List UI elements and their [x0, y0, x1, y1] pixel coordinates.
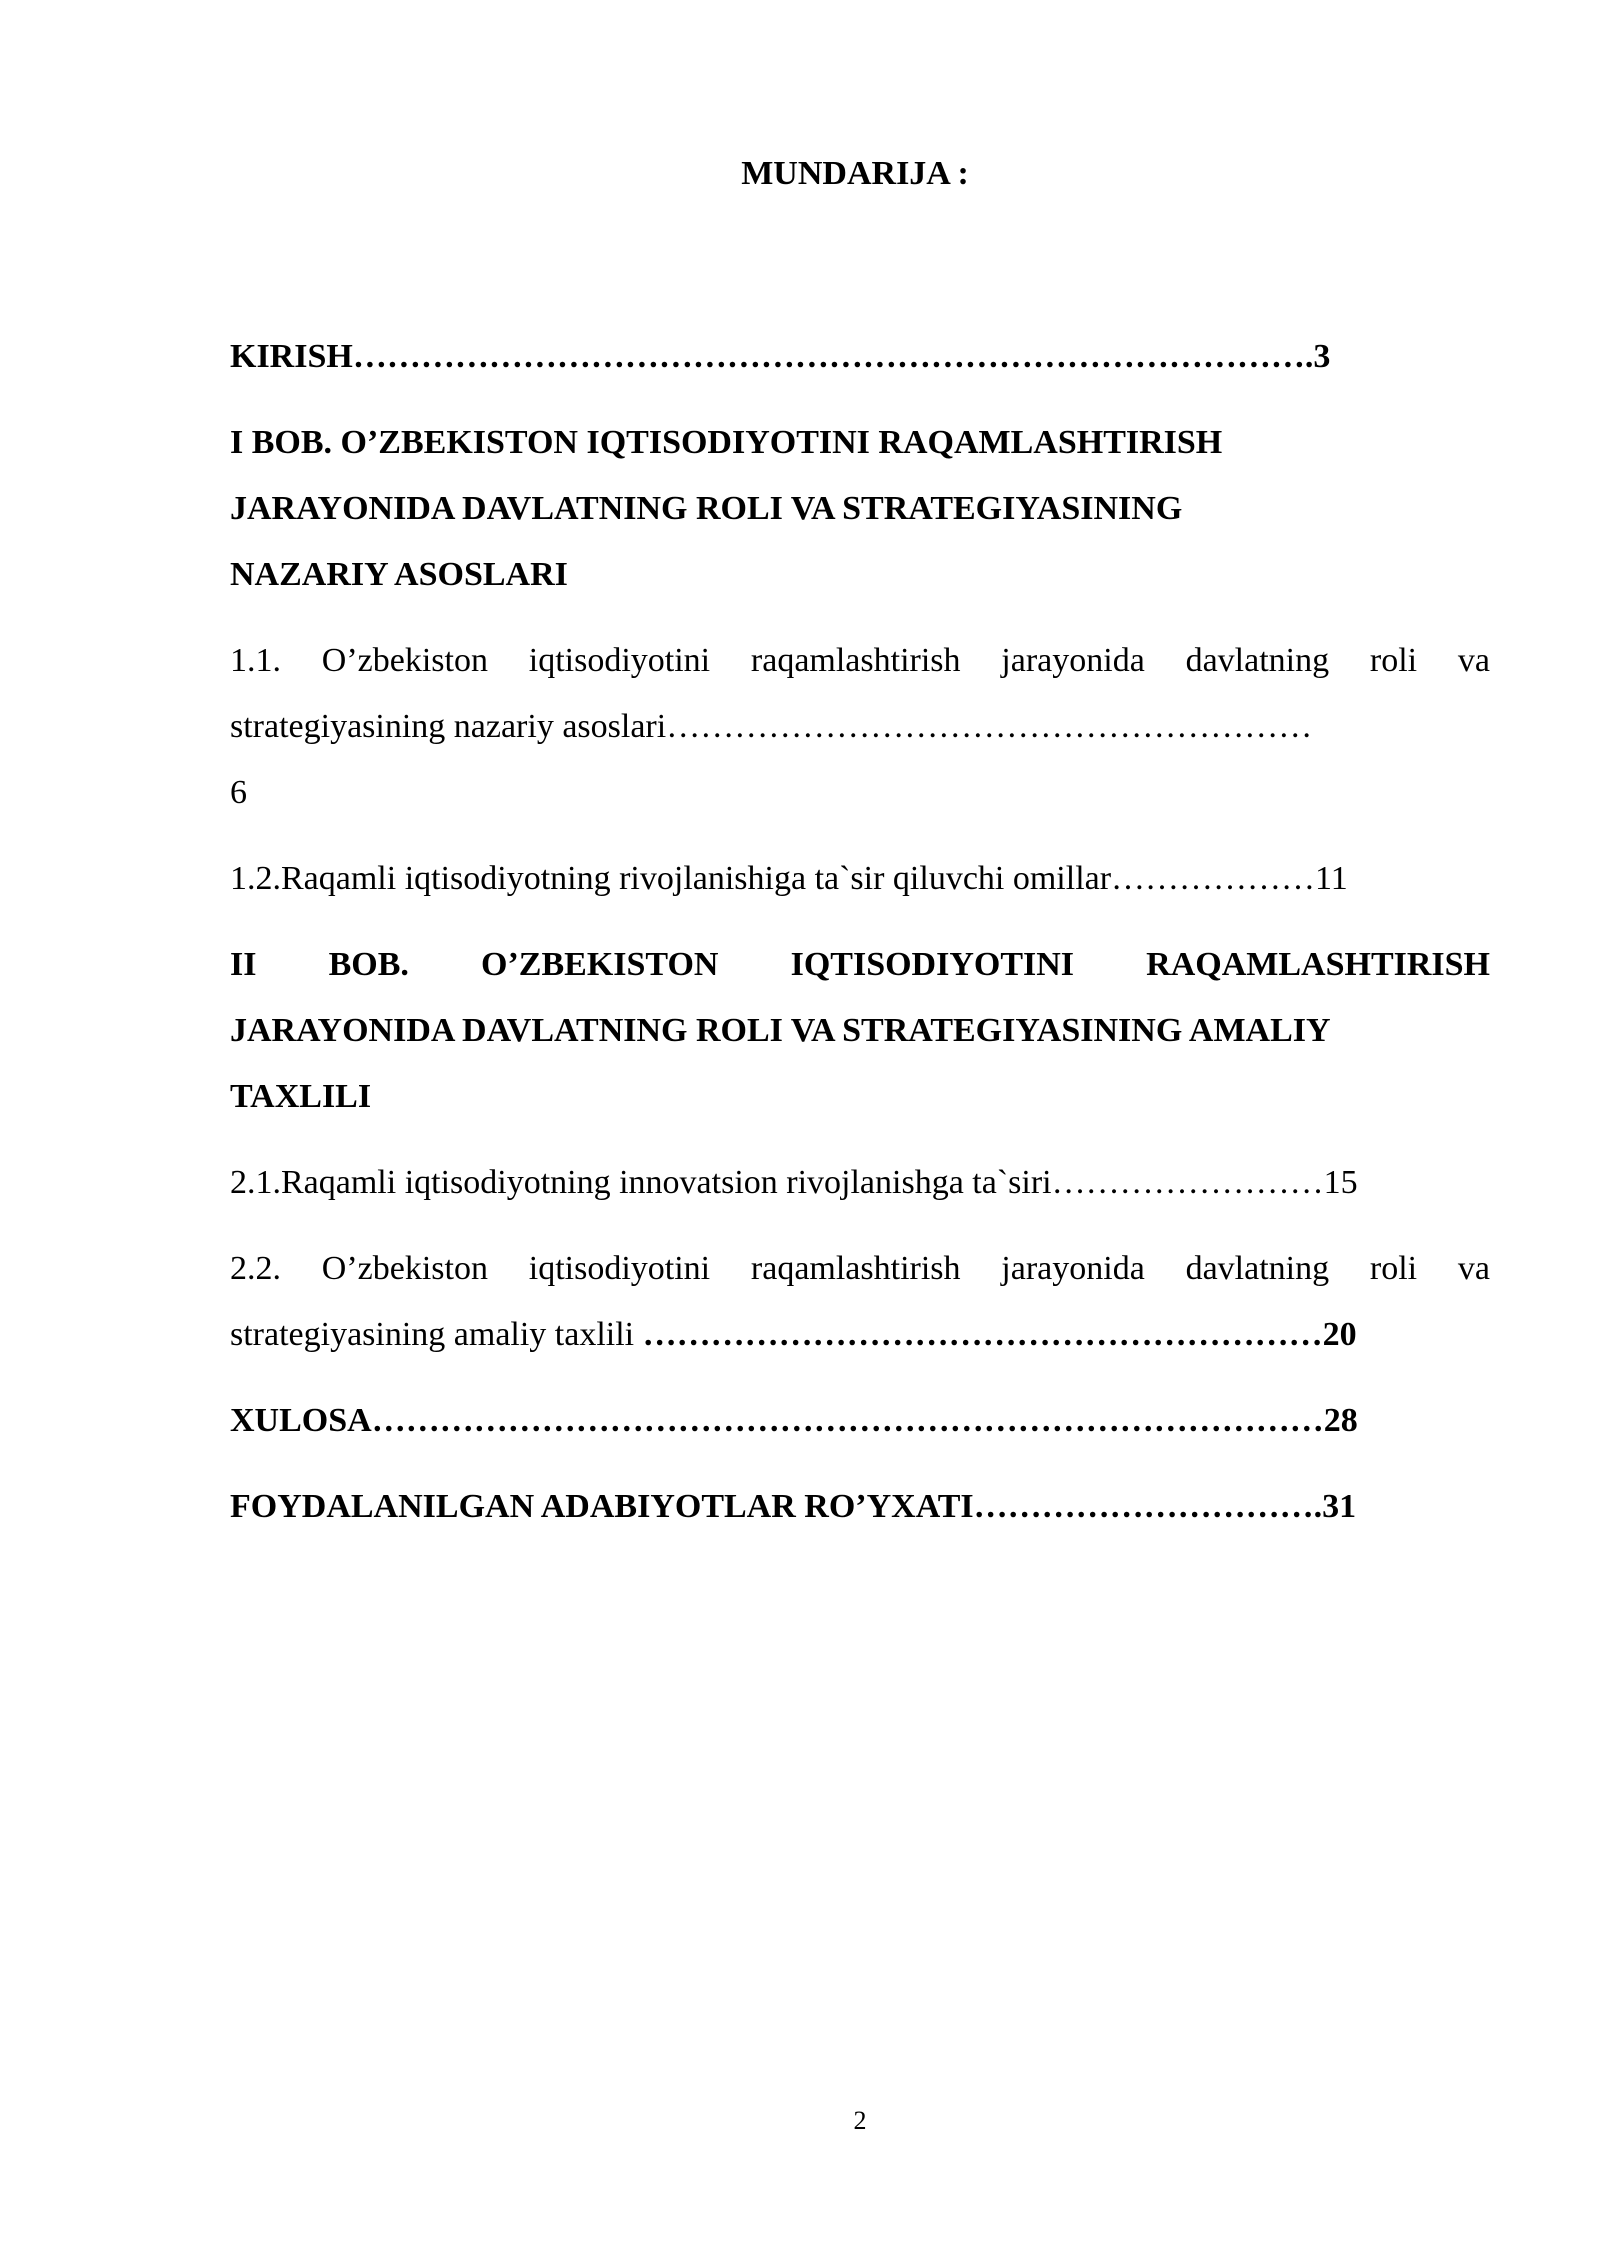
chapter-2-title-line-3: TAXLILI: [230, 1078, 372, 1115]
section-2-2-line-2-text: strategiyasining amaliy taxlili: [230, 1316, 643, 1353]
toc-entry-chapter-1[interactable]: [230, 410, 1490, 608]
toc-entry-section-1-1[interactable]: [230, 628, 1490, 826]
toc-entry-section-2-1[interactable]: 2.1.Raqamli iqtisodiyotning innovatsion rivojlanishga ta`siri……………………15: [230, 1164, 1358, 1201]
toc-entry-section-2-2[interactable]: [230, 1236, 1490, 1368]
section-1-1-page: 6: [230, 774, 247, 811]
toc-entry-kirish[interactable]: KIRISH………………………………………………………………………….3: [230, 338, 1331, 375]
chapter-1-title-line-2: JARAYONIDA DAVLATNING ROLI VA STRATEGIYASINING: [230, 490, 1183, 527]
section-1-1-line-2: strategiyasining nazariy asoslari…………………………………………………: [230, 708, 1313, 745]
section-1-1-line-1: 1.1. O’zbekiston iqtisodiyotini raqamlashtirish jarayonida davlatning roli va: [230, 642, 1490, 679]
page-title: MUNDARIJA :: [741, 155, 969, 192]
toc-entry-chapter-2[interactable]: [230, 932, 1490, 1130]
chapter-1-title-line-1: I BOB. O’ZBEKISTON IQTISODIYOTINI RAQAMLASHTIRISH: [230, 424, 1223, 461]
page-number: 2: [853, 2106, 867, 2135]
chapter-1-title-line-3: NAZARIY ASOSLARI: [230, 556, 568, 593]
chapter-2-title-line-2: JARAYONIDA DAVLATNING ROLI VA STRATEGIYASINING AMALIY: [230, 1012, 1331, 1049]
section-2-2-line-2: [230, 1302, 1490, 1368]
chapter-2-title-line-1: II BOB. O’ZBEKISTON IQTISODIYOTINI RAQAMLASHTIRISH: [230, 946, 1490, 983]
section-2-2-leader-and-page: ……………………………………………………20: [642, 1316, 1357, 1353]
section-2-2-line-1: 2.2. O’zbekiston iqtisodiyotini raqamlashtirish jarayonida davlatning roli va: [230, 1250, 1490, 1287]
toc-entry-adabiyotlar[interactable]: FOYDALANILGAN ADABIYOTLAR RO’YXATI………………………….31: [230, 1488, 1357, 1525]
toc-entry-section-1-2[interactable]: 1.2.Raqamli iqtisodiyotning rivojlanishiga ta`sir qiluvchi omillar………………11: [230, 860, 1348, 897]
toc-entry-xulosa[interactable]: XULOSA…………………………………………………………………………28: [230, 1402, 1358, 1439]
table-of-contents: [230, 324, 1490, 1560]
